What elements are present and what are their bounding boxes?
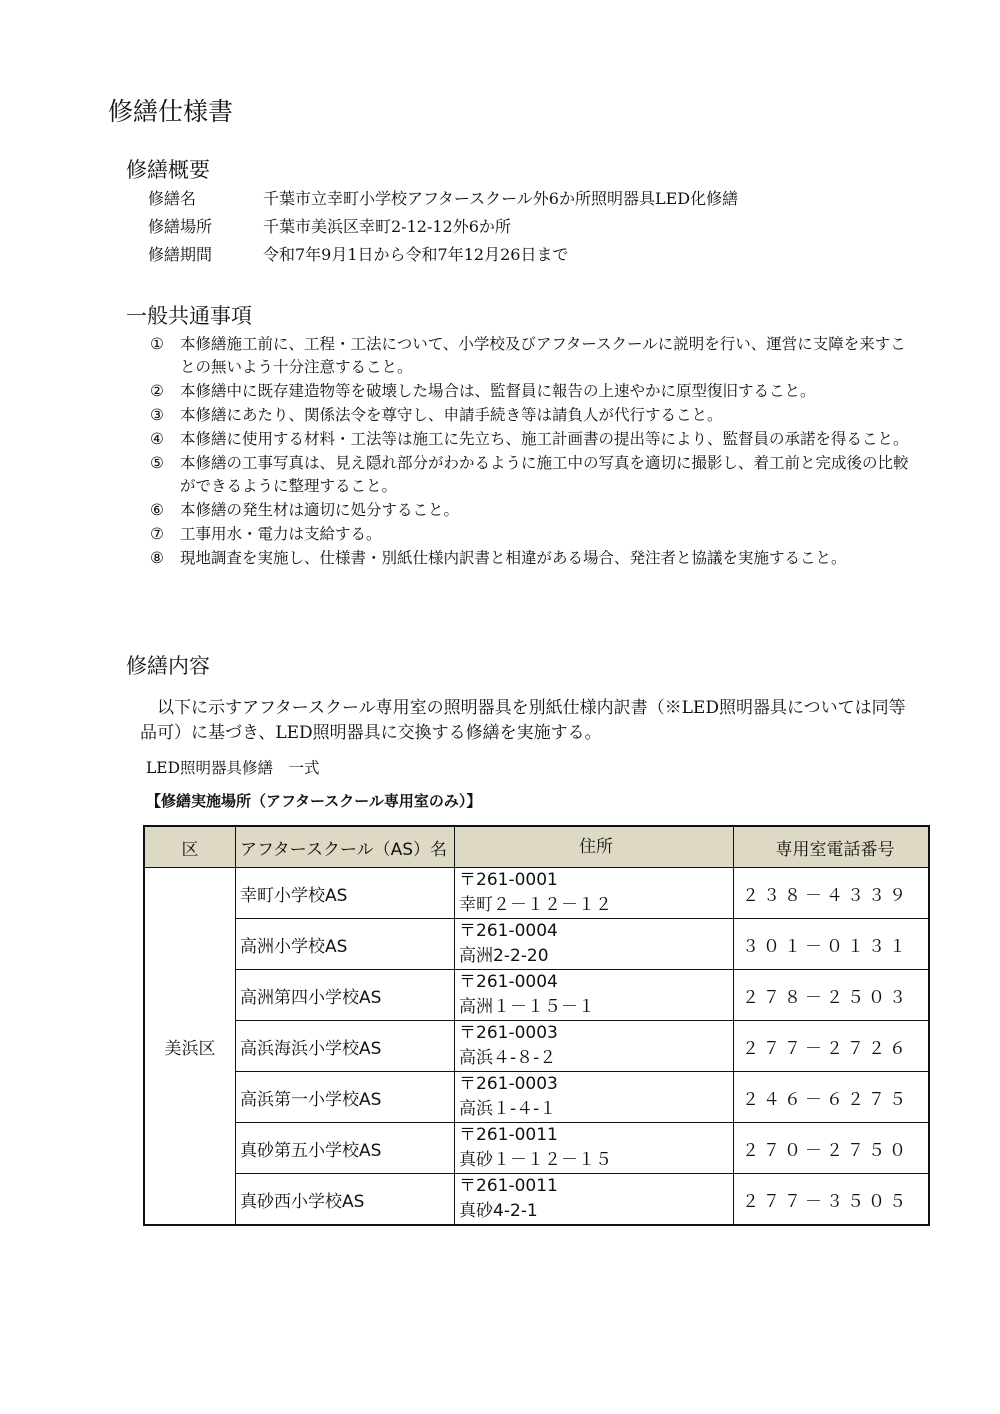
as-name-cell: 幸町小学校AS <box>236 868 455 919</box>
phone-cell: ２７７－２７２６ <box>734 1021 930 1072</box>
overview-row-location <box>148 214 511 237</box>
address-cell <box>455 1174 734 1226</box>
table-row <box>144 919 929 970</box>
item-text: 本修繕施工前に、工程・工法について、小学校及びアフタースクールに説明を行い、運営に支障を来すことの無いよう十分注意すること。 <box>180 335 906 376</box>
phone-cell: ２４６－６２７５ <box>734 1072 930 1123</box>
item-text: 本修繕の発生材は適切に処分すること。 <box>180 501 460 519</box>
general-item <box>150 428 910 451</box>
item-text: 現地調査を実施し、仕様書・別紙仕様内訳書と相違がある場合、発注者と協議を実施すること。 <box>180 549 847 567</box>
header-phone: 専用室電話番号 <box>734 826 930 868</box>
item-number: ⑧ <box>150 549 164 567</box>
street-address: 真砂4-2-1 <box>459 1201 538 1221</box>
postal-code: 〒261-0004 <box>459 972 558 992</box>
header-ward: 区 <box>144 826 236 868</box>
postal-code: 〒261-0003 <box>459 1023 558 1043</box>
general-item <box>150 380 910 403</box>
as-name-cell: 高浜海浜小学校AS <box>236 1021 455 1072</box>
item-text: 本修繕中に既存建造物等を破壊した場合は、監督員に報告の上速やかに原型復旧すること。 <box>180 382 816 400</box>
content-paragraph: 以下に示すアフタースクール専用室の照明器具を別紙仕様内訳書（※LED照明器具については同等品可）に基づき、LED照明器具に交換する修繕を実施する。 <box>140 698 906 743</box>
street-address: 高洲１－１５－１ <box>459 997 595 1017</box>
ward-cell: 美浜区 <box>144 868 236 1226</box>
item-text: 工事用水・電力は支給する。 <box>180 525 382 543</box>
address-cell <box>455 868 734 919</box>
overview-row-name <box>148 186 738 209</box>
overview-row-period <box>148 242 568 265</box>
street-address: 高洲2-2-20 <box>459 946 549 966</box>
item-text: 本修繕の工事写真は、見え隠れ部分がわかるように施工中の写真を適切に撮影し、着工前と完成後の比較ができるように整理すること。 <box>180 454 909 495</box>
table-row <box>144 970 929 1021</box>
general-item <box>150 452 910 498</box>
table-row <box>144 868 929 919</box>
address-cell <box>455 1123 734 1174</box>
phone-cell: ３０１－０１３１ <box>734 919 930 970</box>
as-name-cell: 高浜第一小学校AS <box>236 1072 455 1123</box>
led-scope-line: LED照明器具修繕 一式 <box>146 759 320 777</box>
content-heading: 修繕内容 <box>126 654 210 678</box>
item-text: 本修繕にあたり、関係法令を尊守し、申請手続き等は請負人が代行すること。 <box>180 406 723 424</box>
table-row <box>144 1072 929 1123</box>
item-number: ⑤ <box>150 454 164 472</box>
overview-value: 千葉市立幸町小学校アフタースクール外6か所照明器具LED化修繕 <box>263 189 739 208</box>
phone-cell: ２７８－２５０３ <box>734 970 930 1021</box>
afterschool-table <box>143 825 930 1226</box>
item-number: ① <box>150 335 164 353</box>
as-name-cell: 真砂第五小学校AS <box>236 1123 455 1174</box>
street-address: 高浜１-４-１ <box>459 1099 557 1119</box>
table-row <box>144 1021 929 1072</box>
overview-value: 令和7年9月1日から令和7年12月26日まで <box>263 245 569 264</box>
as-name-cell: 高洲小学校AS <box>236 919 455 970</box>
phone-cell: ２３８－４３３９ <box>734 868 930 919</box>
item-number: ④ <box>150 430 164 448</box>
table-row <box>144 1174 929 1226</box>
item-text: 本修繕に使用する材料・工法等は施工に先立ち、施工計画書の提出等により、監督員の承諾を得ること。 <box>180 430 909 448</box>
phone-cell: ２７７－３５０５ <box>734 1174 930 1226</box>
address-cell <box>455 919 734 970</box>
table-row <box>144 1123 929 1174</box>
phone-cell: ２７０－２７５０ <box>734 1123 930 1174</box>
address-cell <box>455 1021 734 1072</box>
overview-label: 修繕期間 <box>148 245 213 264</box>
document-title: 修繕仕様書 <box>108 97 234 126</box>
table-caption: 【修繕実施場所（アフタースクール専用室のみ）】 <box>146 792 482 810</box>
street-address: 幸町２－１２－１２ <box>459 895 612 915</box>
general-item <box>150 547 910 570</box>
as-name-cell: 高洲第四小学校AS <box>236 970 455 1021</box>
item-number: ③ <box>150 406 164 424</box>
street-address: 高浜４-８-２ <box>459 1048 557 1068</box>
overview-heading: 修繕概要 <box>126 158 210 182</box>
address-cell <box>455 970 734 1021</box>
postal-code: 〒261-0001 <box>459 870 558 890</box>
postal-code: 〒261-0011 <box>459 1176 558 1196</box>
item-number: ⑥ <box>150 501 164 519</box>
address-cell <box>455 1072 734 1123</box>
general-item <box>150 404 910 427</box>
postal-code: 〒261-0011 <box>459 1125 558 1145</box>
as-name-cell: 真砂西小学校AS <box>236 1174 455 1226</box>
header-address: 住所 <box>455 826 734 868</box>
overview-label: 修繕名 <box>148 189 197 208</box>
table-header-row <box>144 826 929 868</box>
general-item <box>150 333 910 379</box>
general-items-list <box>150 333 910 571</box>
overview-value: 千葉市美浜区幸町2-12-12外6か所 <box>263 217 511 236</box>
postal-code: 〒261-0003 <box>459 1074 558 1094</box>
general-item <box>150 523 910 546</box>
header-as-name: アフタースクール（AS）名 <box>236 826 455 868</box>
overview-label: 修繕場所 <box>148 217 213 236</box>
general-item <box>150 499 910 522</box>
item-number: ⑦ <box>150 525 164 543</box>
postal-code: 〒261-0004 <box>459 921 558 941</box>
street-address: 真砂１－１２－１５ <box>459 1150 612 1170</box>
item-number: ② <box>150 382 164 400</box>
general-heading: 一般共通事項 <box>126 304 252 328</box>
